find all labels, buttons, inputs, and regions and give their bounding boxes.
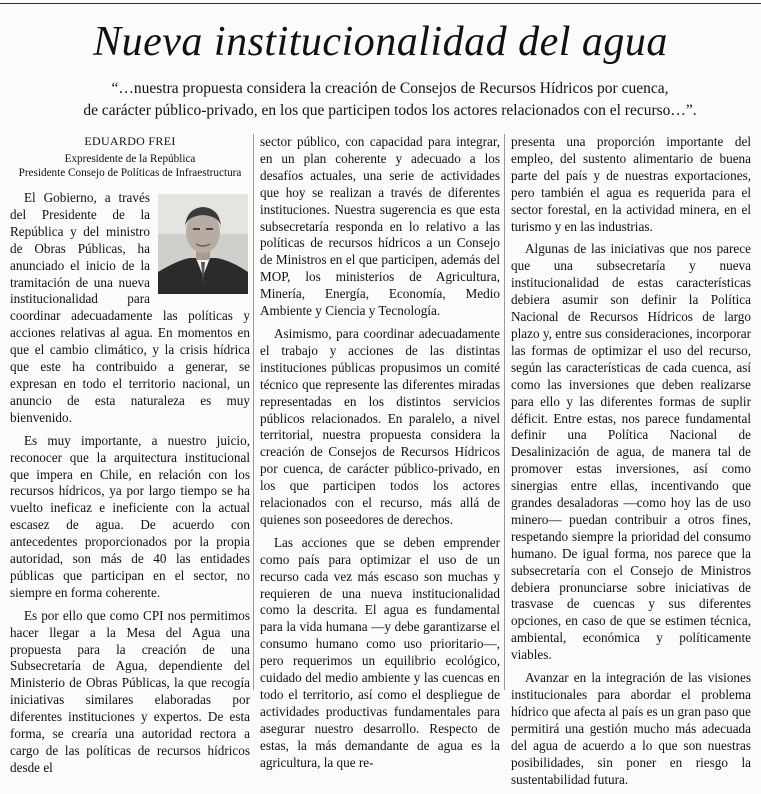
paragraph-2: Es muy importante, a nuestro juicio, reconocer que la arquitectura institucional que impera en Chile, en relación con los recursos hídricos, ya por largo tiempo se ha vuelto ineficaz e ineficiente con la actual escasez de agua. De acuerdo con antecedentes proporcionados por la propia autoridad, son más de 40 las entidades públicas que participan en el sector, no siempre en forma coherente.: [10, 432, 250, 600]
column-divider-2: [504, 134, 505, 690]
paragraph-3-end: sector público, con capacidad para integrar, en un plan coherente y adecuado a los desafíos actuales, una serie de actividades que hoy se realizan a través de diferentes instituciones. Nuestra sugerencia es que esta subsecretaría responda en lo relativo a las políticas de recursos hídricos a un Consejo de Ministros en el que participen, además del MOP, los ministerios de Agricultura, Minería, Energía, Economía, Medio Ambiente y Ciencia y Tecnología.: [260, 134, 500, 319]
portrait-photo-icon: [158, 194, 248, 294]
pull-quote-line-1: “…nuestra propuesta considera la creación de Consejos de Recursos Hídricos por cuenca,: [111, 80, 669, 97]
paragraph-1: [10, 190, 250, 427]
top-rule: [0, 3, 761, 4]
pull-quote-line-2: de carácter público-privado, en los que participen todos los actores relacionados con el recurso…”.: [83, 102, 697, 119]
paragraph-5-start: Las acciones que se deben emprender como país para optimizar el uso de un recurso cada vez más escaso son muchas y requieren de una nueva institucionalidad como la descrita. El agua es fundamental para la vida humana —y debe garantizarse el consumo humano como uso prioritario—, pero requerimos un equilibrio ecológico, cuidado del medio ambiente y las cuencas en todo el territorio, así como el despliegue de actividades productivas fundamentales para asegurar nuestro desarrollo. Respecto de estas, la más demandante de agua es la agricultura, la que re-: [260, 534, 500, 770]
column-1: [10, 134, 250, 783]
paragraph-7: Avanzar en la integración de las visiones institucionales para abordar el problema hídrico que afecta al país es un gran paso que permitirá una gestión mucho más adecuada del agua de acuerdo a lo que son nuestras posibilidades, sin poner en riesgo la sustentabilidad futura.: [511, 670, 751, 787]
author-role-2: Presidente Consejo de Políticas de Infraestructura: [18, 167, 242, 179]
column-divider-1: [253, 134, 254, 690]
author-name: EDUARDO FREI: [84, 134, 176, 148]
author-role-1: Expresidente de la República: [64, 153, 196, 165]
paragraph-5-end: presenta una proporción importante del empleo, del sustento alimentario de buena parte del país y de nuestras exportaciones, pero también el agua es requerida para el sector forestal, en la actividad minera, en el turismo y en las industrias.: [511, 134, 751, 234]
author-roles: [10, 152, 250, 180]
paragraph-3-start: Es por ello que como CPI nos permitimos hacer llegar a la Mesa del Agua una propuesta para la creación de una Subsecretaría de Agua, dependiente del Ministerio de Obras Públicas, la que recogía iniciativas similares elaboradas por diferentes instituciones y expertos. De esta forma, se crearía una autoridad rectora a cargo de las políticas de recursos hídricos desde el: [10, 607, 250, 775]
paragraph-6: Algunas de las iniciativas que nos parece que una subsecretaría y nueva institucionalidad de estas características debiera asumir son definir la Política Nacional de Recursos Hídricos de largo plazo y, entre sus consideraciones, incorporar las formas de optimizar el uso del recurso, según las características de cada cuenca, así como las inversiones que deben realizarse para ello y las diferentes formas de suplir déficit. Entre estas, nos parece fundamental definir una Política Nacional de Desalinización de agua, de manera tal de promover estas inversiones, así como sinergias entre ellas, incentivando que grandes desaladoras —como hoy las de uso minero— puedan contribuir a otros fines, respetando siempre la prioridad del consumo humano. De igual forma, nos parece que la subsecretaría con el Consejo de Ministros debiera pronunciarse sobre iniciativas de trasvase de cuencas y sus diferentes opciones, en caso de que se estimen técnica, ambiental, económica y políticamente viables.: [511, 241, 751, 663]
paragraph-1-text: El Gobierno, a través del Presidente de la República y del ministro de Obras Públicas, ha anunciado el inicio de la tramitación de una nueva institucionalidad para coordinar adecuadamente las políticas y acciones relativas al agua. En momentos en que el cambio climático, y la crisis hídrica que este ha contribuido a generar, se expresan en todo el territorio nacional, un anuncio de esta naturaleza es muy bienvenido.: [10, 190, 250, 425]
article-title: Nueva institucionalidad del agua: [93, 19, 668, 65]
pull-quote: [30, 78, 750, 122]
paragraph-4: Asimismo, para coordinar adecuadamente el trabajo y acciones de las distintas instituciones públicas propusimos un comité técnico que represente las diferentes miradas representadas en los distintos servicios públicos relacionados. En paralelo, a nivel territorial, nuestra propuesta considera la creación de Consejos de Recursos Hídricos por cuenca, de carácter público-privado, en los que participen todos los actores relacionados con el recurso, más allá de quienes son poseedores de derechos.: [260, 325, 500, 527]
column-2: [260, 134, 500, 778]
column-3: [511, 134, 751, 794]
